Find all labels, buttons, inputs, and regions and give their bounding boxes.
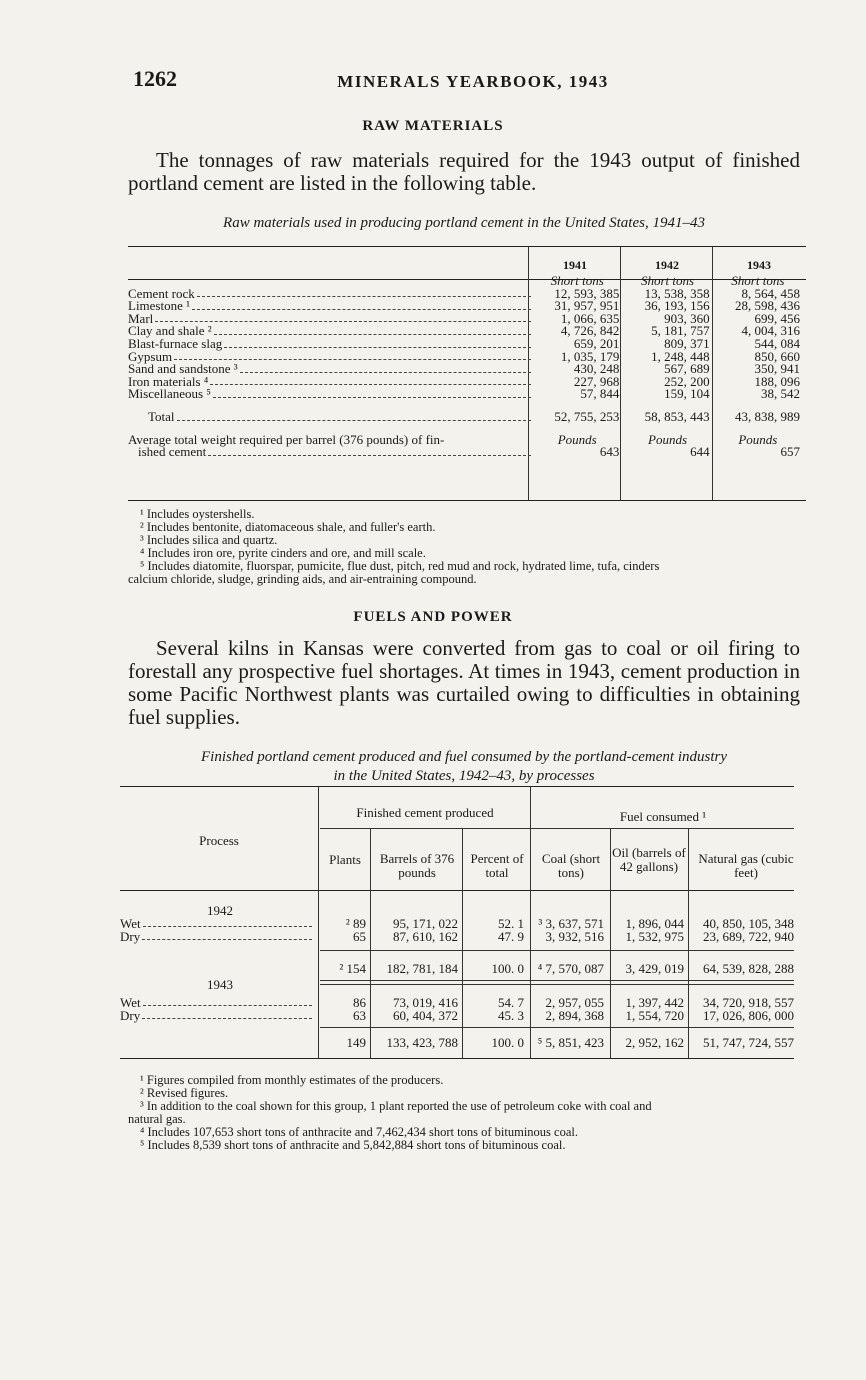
header-process: Process: [199, 833, 239, 848]
row-label: Dry: [120, 1009, 316, 1022]
table-cell: ² 89: [345, 916, 366, 931]
header-fuel-consumed: Fuel consumed ¹: [619, 809, 707, 824]
table-cell: 95, 171, 022: [393, 916, 458, 931]
total-cell: 2, 952, 162: [625, 1035, 684, 1050]
year-header-1943: 1943: [747, 258, 771, 272]
year-header-1941: 1941: [563, 258, 587, 272]
table-cell: 47. 9: [498, 929, 524, 944]
footnote: ⁵ Includes 8,539 short tons of anthracite and 5,842,884 short tons of bituminous coal.: [140, 1138, 566, 1152]
year-label: 1942: [207, 903, 233, 918]
table-cell: 1, 896, 044: [625, 916, 684, 931]
table-cell: Pounds 657: [738, 431, 800, 460]
section-heading-raw-materials: RAW MATERIALS: [362, 118, 504, 134]
footnote: ² Includes bentonite, diatomaceous shale, and fuller's earth.: [140, 520, 436, 534]
table-cell: 699, 456: [754, 310, 800, 326]
table-cell: 60, 404, 372: [393, 1008, 458, 1023]
table-row: Sand and sandstone ³ 430, 248 567, 689 350, 941: [128, 363, 806, 376]
total-cell: 3, 429, 019: [625, 961, 684, 976]
table-cell: 52. 1: [498, 916, 524, 931]
table-cell: 54. 7: [498, 995, 524, 1010]
header-gas: Natural gas (cubic feet): [698, 851, 794, 880]
table-cell: 659, 201: [573, 335, 620, 351]
table-cell: 12, 593, 385: [554, 285, 620, 301]
table-row: Marl 1, 066, 635 903, 360 699, 456: [128, 313, 806, 326]
table2-subtotal-rule: [320, 984, 794, 985]
table-cell: 45. 3: [498, 1008, 524, 1023]
column-divider: [370, 829, 371, 1058]
table-cell: 4, 726, 842: [560, 323, 620, 339]
unit-label: Short tons: [731, 273, 785, 288]
table-cell: 63: [353, 1008, 366, 1023]
footnote: ⁵ Includes diatomite, fluorspar, pumicite, flue dust, pitch, red mud and rock, hydrated lime, tufa, cinders: [140, 559, 660, 573]
table-row: Miscellaneous ⁵ 57, 844 159, 104 38, 542: [128, 388, 806, 401]
total-cell: 100. 0: [491, 1035, 524, 1050]
table-row: Blast-furnace slag 659, 201 809, 371 544, 084: [128, 338, 806, 351]
table-cell: 73, 019, 416: [393, 995, 458, 1010]
table2-subtotal-rule: [320, 1027, 794, 1028]
table2-group-rule: [320, 828, 794, 829]
raw-materials-footnotes: [128, 508, 800, 586]
table-cell: Pounds 644: [648, 431, 710, 460]
header-plants: Plants: [329, 852, 361, 867]
table-cell: 188, 096: [754, 373, 800, 389]
header-finished-cement: Finished cement produced: [356, 805, 494, 820]
table-cell: 2, 957, 055: [545, 995, 604, 1010]
total-cell: ⁴ 7, 570, 087: [537, 961, 604, 976]
running-title: MINERALS YEARBOOK, 1943: [337, 72, 609, 91]
header-barrels: Barrels of 376 pounds: [379, 851, 455, 880]
total-cell: 64, 539, 828, 288: [703, 961, 794, 976]
table-row: Clay and shale ² 4, 726, 842 5, 181, 757 4, 004, 316: [128, 325, 806, 338]
table-cell: 5, 181, 757: [651, 323, 710, 339]
table-cell: 227, 968: [573, 373, 620, 389]
total-row: Total 52, 755, 253 58, 853, 443 43, 838, 989: [128, 401, 806, 424]
table-cell: 65: [353, 929, 366, 944]
table2-header-rule: [120, 890, 794, 891]
table-cell: 1, 532, 975: [625, 929, 684, 944]
unit-label: Short tons: [640, 273, 695, 288]
table2-subtotal-rule: [320, 980, 794, 981]
page-number: 1262: [133, 66, 177, 91]
table-cell: 1, 554, 720: [625, 1008, 684, 1023]
table-top-rule: [128, 246, 806, 247]
table-cell: 36, 193, 156: [644, 298, 710, 314]
table-cell: 159, 104: [664, 386, 710, 402]
row-label: Wet: [120, 917, 316, 930]
table-cell: 252, 200: [664, 373, 710, 389]
table-cell: Pounds 643: [557, 431, 620, 460]
table-cell: 8, 564, 458: [741, 285, 800, 301]
table-cell: 40, 850, 105, 348: [703, 916, 794, 931]
unit-label: Short tons: [550, 273, 604, 288]
table-cell: 87, 610, 162: [393, 929, 458, 944]
table-cell: 38, 542: [761, 386, 800, 402]
table-cell: 809, 371: [664, 335, 710, 351]
footnote: ⁴ Includes 107,653 short tons of anthracite and 7,462,434 short tons of bituminous coal.: [140, 1125, 578, 1139]
table-cell: 52, 755, 253: [554, 408, 620, 424]
column-divider: [318, 787, 319, 1058]
table-cell: 544, 084: [754, 335, 800, 351]
footnote: calcium chloride, sludge, grinding aids, and air-entraining compound.: [128, 572, 477, 586]
header-percent: Percent of total: [470, 851, 524, 880]
footnote: ³ Includes silica and quartz.: [140, 533, 278, 547]
fuels-caption: Finished portland cement produced and fuel consumed by the portland-cement industry in the United States, 1942–43, by processes: [200, 749, 727, 784]
table-cell: 350, 941: [754, 361, 800, 377]
total-cell: ² 154: [339, 961, 366, 976]
table-cell: ³ 3, 637, 571: [538, 916, 604, 931]
table-cell: 850, 660: [754, 348, 800, 364]
table-cell: 1, 066, 635: [560, 310, 620, 326]
row-label: Dry: [120, 930, 316, 943]
row-label: Wet: [120, 996, 316, 1009]
total-cell: ⁵ 5, 851, 423: [537, 1035, 604, 1050]
table2-subtotal-rule: [320, 950, 794, 951]
total-cell: 51, 747, 724, 557: [703, 1035, 794, 1050]
table-row: Gypsum 1, 035, 179 1, 248, 448 850, 660: [128, 351, 806, 364]
year-label: 1943: [207, 977, 233, 992]
table-cell: 86: [353, 995, 366, 1010]
total-cell: 100. 0: [491, 961, 524, 976]
table-cell: 17, 026, 806, 000: [703, 1008, 794, 1023]
table2-top-rule: [120, 786, 794, 787]
header-oil: Oil (barrels of 42 gallons): [612, 845, 686, 874]
table2-bottom-rule: [120, 1058, 794, 1059]
raw-materials-caption: Raw materials used in producing portland cement in the United States, 1941–43: [223, 215, 705, 231]
column-divider: [530, 787, 531, 1058]
table-cell: 903, 360: [664, 310, 710, 326]
table-cell: 1, 248, 448: [651, 348, 710, 364]
table-cell: 43, 838, 989: [735, 408, 800, 424]
column-divider: [610, 829, 611, 1058]
table-cell: 34, 720, 918, 557: [703, 995, 794, 1010]
column-divider: [688, 829, 689, 1058]
table-cell: 430, 248: [573, 361, 620, 377]
table-cell: 3, 932, 516: [545, 929, 604, 944]
footnote: ³ In addition to the coal shown for this group, 1 plant reported the use of petroleum coke with coal and: [140, 1099, 652, 1113]
footnote: ¹ Includes oystershells.: [140, 507, 255, 521]
table-cell: 1, 035, 179: [560, 348, 620, 364]
footnote: natural gas.: [128, 1112, 186, 1126]
table-cell: 23, 689, 722, 940: [703, 929, 794, 944]
section-heading-fuels-and-power: FUELS AND POWER: [353, 609, 513, 625]
table-cell: 28, 598, 436: [735, 298, 800, 314]
total-cell: 149: [346, 1035, 366, 1050]
total-cell: 133, 423, 788: [386, 1035, 458, 1050]
table-cell: 2, 894, 368: [545, 1008, 604, 1023]
fuels-footnotes: [128, 1074, 800, 1152]
table-row: Cement rock 12, 593, 385 13, 538, 358 8, 564, 458: [128, 288, 806, 301]
footnote: ² Revised figures.: [140, 1086, 229, 1100]
raw-materials-table: [128, 275, 806, 459]
table-cell: 31, 957, 951: [554, 298, 620, 314]
fuels-paragraph: Several kilns in Kansas were converted from gas to coal or oil firing to forestall any prospective fuel shortages. At times in 1943, cement production in some Pacific Northwest plants was curtailed owing to difficulties in obtaining fuel supplies.: [128, 636, 800, 729]
table-bottom-rule: [128, 500, 806, 501]
table-cell: 57, 844: [580, 386, 620, 402]
raw-materials-paragraph: The tonnages of raw materials required for the 1943 output of finished portland cement are listed in the following table.: [128, 148, 800, 195]
table-cell: 1, 397, 442: [625, 995, 684, 1010]
table-cell: 567, 689: [664, 361, 710, 377]
table-row: Iron materials ⁴ 227, 968 252, 200 188, 096: [128, 376, 806, 389]
total-cell: 182, 781, 184: [386, 961, 458, 976]
column-divider: [462, 829, 463, 1058]
table-cell: 4, 004, 316: [741, 323, 800, 339]
year-header-1942: 1942: [655, 258, 679, 272]
header-coal: Coal (short tons): [541, 851, 601, 880]
table-cell: 58, 853, 443: [644, 408, 710, 424]
footnote: ⁴ Includes iron ore, pyrite cinders and ore, and mill scale.: [140, 546, 426, 560]
table-cell: 13, 538, 358: [644, 285, 710, 301]
average-row: Average total weight required per barrel (376 pounds) of fin- ished cement Pounds 643 Pounds 644 Pounds 657: [128, 424, 806, 459]
footnote: ¹ Figures compiled from monthly estimates of the producers.: [140, 1073, 444, 1087]
table-row: Limestone ¹ 31, 957, 951 36, 193, 156 28, 598, 436: [128, 300, 806, 313]
